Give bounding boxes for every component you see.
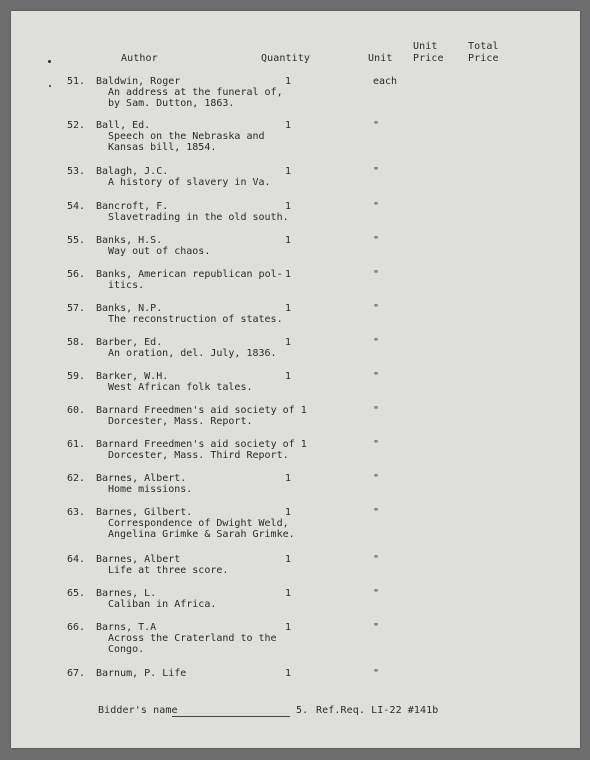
entry-number: 52. xyxy=(67,120,86,131)
entry-title-line: Dorcester, Mass. Report. xyxy=(108,416,253,427)
entry-unit: each xyxy=(373,76,398,87)
catalog-entry xyxy=(11,668,580,728)
entry-author: Barnum, P. Life xyxy=(96,668,187,679)
entry-title-line: Home missions. xyxy=(108,484,193,495)
entry-title-line: Across the Craterland to the xyxy=(108,633,277,644)
entry-author: Barnes, Albert. xyxy=(96,473,187,484)
entry-unit: " xyxy=(373,588,380,599)
entry-number: 55. xyxy=(67,235,86,246)
entry-title-line: itics. xyxy=(108,280,145,291)
entry-author: Barnes, Gilbert. xyxy=(96,507,193,518)
entry-unit: " xyxy=(373,507,380,518)
entry-author: Barns, T.A xyxy=(96,622,157,633)
entry-title-line: Kansas bill, 1854. xyxy=(108,142,217,153)
entry-number: 60. xyxy=(67,405,86,416)
entry-quantity: 1 xyxy=(285,303,292,314)
entry-title-line: Correspondence of Dwight Weld, xyxy=(108,518,289,529)
header-author: Author xyxy=(121,53,158,64)
entry-quantity: 1 xyxy=(285,622,292,633)
entry-number: 66. xyxy=(67,622,86,633)
entry-quantity: 1 xyxy=(285,337,292,348)
entry-title-line: Slavetrading in the old south. xyxy=(108,212,289,223)
entry-number: 61. xyxy=(67,439,86,450)
entry-quantity: 1 xyxy=(285,201,292,212)
entry-title-line: by Sam. Dutton, 1863. xyxy=(108,98,235,109)
page-number: 5. xyxy=(296,705,309,716)
entry-number: 54. xyxy=(67,201,86,212)
entry-author: Ball, Ed. xyxy=(96,120,151,131)
entry-title-line: A history of slavery in Va. xyxy=(108,177,271,188)
entry-number: 64. xyxy=(67,554,86,565)
entry-quantity: 1 xyxy=(285,76,292,87)
entry-number: 62. xyxy=(67,473,86,484)
entry-title-line: Congo. xyxy=(108,644,145,655)
entry-title-line: An address at the funeral of, xyxy=(108,87,283,98)
header-unit-price-line2: Price xyxy=(413,53,444,64)
entry-title-line: Way out of chaos. xyxy=(108,246,211,257)
entry-unit: " xyxy=(373,371,380,382)
entry-unit: " xyxy=(373,120,380,131)
bidder-name-line xyxy=(172,716,290,717)
entry-unit: " xyxy=(373,405,380,416)
entry-author: Barber, Ed. xyxy=(96,337,163,348)
entry-unit: " xyxy=(373,269,380,280)
entry-unit: " xyxy=(373,201,380,212)
entry-unit: " xyxy=(373,303,380,314)
bidder-name-label: Bidder's name xyxy=(98,705,178,716)
entry-unit: " xyxy=(373,473,380,484)
entry-title-line: Angelina Grimke & Sarah Grimke. xyxy=(108,529,295,540)
entry-number: 53. xyxy=(67,166,86,177)
entry-title-line: Dorcester, Mass. Third Report. xyxy=(108,450,289,461)
entry-title-line: The reconstruction of states. xyxy=(108,314,283,325)
entry-author: Banks, H.S. xyxy=(96,235,163,246)
catalog-page xyxy=(11,11,580,748)
entry-unit: " xyxy=(373,668,380,679)
header-total-price-line1: Total xyxy=(468,41,499,52)
header-unit: Unit xyxy=(368,53,393,64)
entry-unit: " xyxy=(373,337,380,348)
entry-unit: " xyxy=(373,166,380,177)
entry-unit: " xyxy=(373,235,380,246)
entry-unit: " xyxy=(373,622,380,633)
entry-number: 59. xyxy=(67,371,86,382)
entry-title-line: An oration, del. July, 1836. xyxy=(108,348,277,359)
entry-quantity: 1 xyxy=(285,371,292,382)
entry-quantity: 1 xyxy=(285,588,292,599)
entry-quantity: 1 xyxy=(285,473,292,484)
entry-author: Barnes, Albert xyxy=(96,554,181,565)
entry-quantity: 1 xyxy=(285,507,292,518)
reference-number: Ref.Req. LI-22 #141b xyxy=(316,705,439,716)
entry-quantity: 1 xyxy=(285,554,292,565)
entry-title-line: Life at three score. xyxy=(108,565,229,576)
entry-number: 56. xyxy=(67,269,86,280)
ink-mark xyxy=(48,60,51,63)
entry-title-line: West African folk tales. xyxy=(108,382,253,393)
entry-number: 51. xyxy=(67,76,86,87)
entry-author: Bancroft, F. xyxy=(96,201,169,212)
entry-author: Banks, American republican pol- xyxy=(96,269,283,280)
entry-number: 57. xyxy=(67,303,86,314)
entry-author: Balagh, J.C. xyxy=(96,166,169,177)
entry-unit: " xyxy=(373,554,380,565)
entry-quantity: 1 xyxy=(285,166,292,177)
entry-quantity: 1 xyxy=(285,120,292,131)
entry-author: Barnes, L. xyxy=(96,588,157,599)
entry-number: 65. xyxy=(67,588,86,599)
entry-author: Barnard Freedmen's aid society of 1 xyxy=(96,405,307,416)
entry-author: Baldwin, Roger xyxy=(96,76,181,87)
entry-title-line: Speech on the Nebraska and xyxy=(108,131,265,142)
entry-number: 63. xyxy=(67,507,86,518)
entry-quantity: 1 xyxy=(285,269,292,280)
header-total-price-line2: Price xyxy=(468,53,499,64)
entry-title-line: Caliban in Africa. xyxy=(108,599,217,610)
entry-quantity: 1 xyxy=(285,668,292,679)
entry-author: Barker, W.H. xyxy=(96,371,169,382)
entry-unit: " xyxy=(373,439,380,450)
header-unit-price-line1: Unit xyxy=(413,41,438,52)
header-quantity: Quantity xyxy=(261,53,310,64)
entry-quantity: 1 xyxy=(285,235,292,246)
entry-number: 58. xyxy=(67,337,86,348)
entry-number: 67. xyxy=(67,668,86,679)
entry-author: Banks, N.P. xyxy=(96,303,163,314)
entry-author: Barnard Freedmen's aid society of 1 xyxy=(96,439,307,450)
